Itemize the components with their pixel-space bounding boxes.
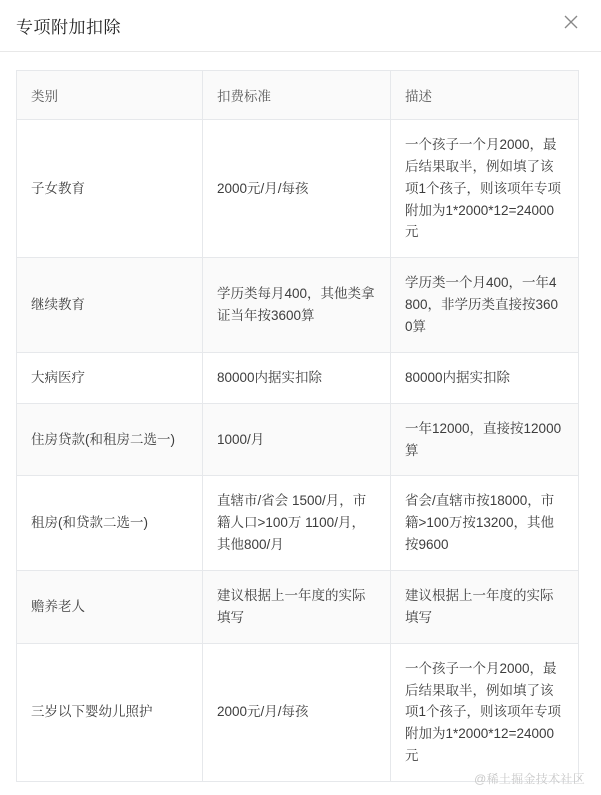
cell-description: 建议根据上一年度的实际填写 [391, 571, 579, 644]
table-row [17, 258, 579, 353]
table-head [17, 71, 579, 120]
cell-description: 80000内据实扣除 [391, 352, 579, 403]
cell-standard: 80000内据实扣除 [203, 352, 391, 403]
cell-standard: 直辖市/省会 1500/月，市籍人口>100万 1100/月，其他800/月 [203, 476, 391, 571]
table-row [17, 120, 579, 258]
cell-category: 继续教育 [17, 258, 203, 353]
deduction-table-container [0, 52, 601, 782]
cell-description: 一个孩子一个月2000，最后结果取半，例如填了该项1个孩子，则该项年专项附加为1*2000*12=24000元 [391, 643, 579, 781]
table-row [17, 643, 579, 781]
cell-category: 大病医疗 [17, 352, 203, 403]
document-header [0, 0, 601, 52]
table-row [17, 403, 579, 476]
cell-category: 三岁以下婴幼儿照护 [17, 643, 203, 781]
cell-standard: 2000元/月/每孩 [203, 120, 391, 258]
cell-standard: 学历类每月400，其他类拿证当年按3600算 [203, 258, 391, 353]
table-row [17, 571, 579, 644]
cell-category: 住房贷款(和租房二选一) [17, 403, 203, 476]
deduction-table [16, 70, 579, 782]
cell-standard: 建议根据上一年度的实际填写 [203, 571, 391, 644]
table-row [17, 352, 579, 403]
cell-description: 学历类一个月400，一年4800，非学历类直接按3600算 [391, 258, 579, 353]
cell-description: 一个孩子一个月2000，最后结果取半，例如填了该项1个孩子，则该项年专项附加为1*2000*12=24000元 [391, 120, 579, 258]
page-title: 专项附加扣除 [16, 18, 121, 37]
cell-category: 赡养老人 [17, 571, 203, 644]
cell-standard: 1000/月 [203, 403, 391, 476]
cell-standard: 2000元/月/每孩 [203, 643, 391, 781]
watermark: @稀土掘金技术社区 [474, 772, 585, 786]
cell-description: 一年12000，直接按12000算 [391, 403, 579, 476]
table-body [17, 120, 579, 782]
table-row [17, 476, 579, 571]
cell-description: 省会/直辖市按18000，市籍>100万按13200，其他按9600 [391, 476, 579, 571]
column-header-description: 描述 [391, 71, 579, 120]
close-icon[interactable] [561, 12, 581, 32]
cell-category: 租房(和贷款二选一) [17, 476, 203, 571]
table-header-row [17, 71, 579, 120]
column-header-standard: 扣费标准 [203, 71, 391, 120]
cell-category: 子女教育 [17, 120, 203, 258]
column-header-category: 类别 [17, 71, 203, 120]
